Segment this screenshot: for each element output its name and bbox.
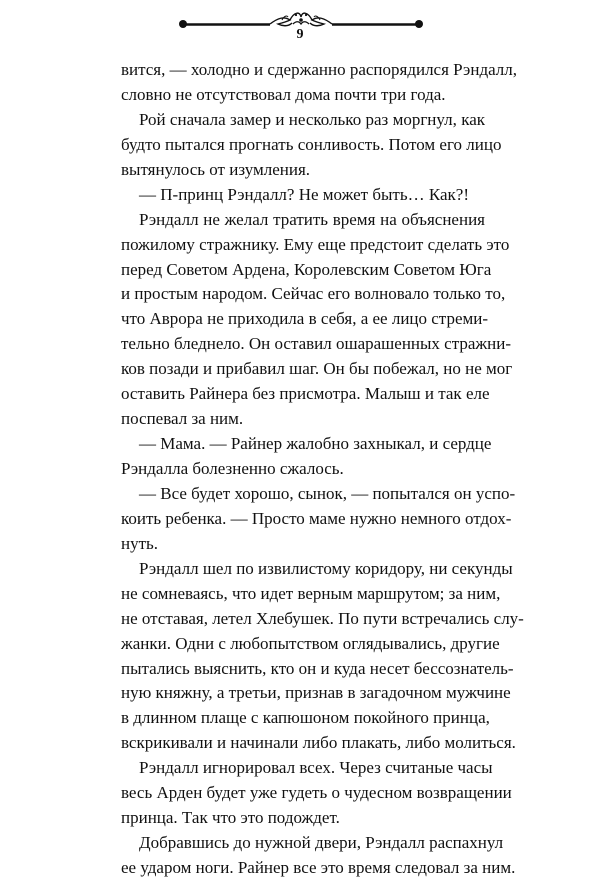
- text-line: вится, — холодно и сдержанно распорядился Рэндалл,: [121, 60, 518, 79]
- text-line: вытянулось от изумления.: [121, 159, 311, 179]
- text-line: Рэндалла болезненно сжалось.: [121, 459, 344, 478]
- text-line: — Все будет хорошо, сынок, — попытался он успо-: [139, 483, 516, 503]
- text-line: что Аврора не приходила в себя, а ее лицо стреми-: [121, 309, 489, 329]
- text-line: тельно бледнело. Он оставил ошарашенных стражни-: [121, 334, 512, 354]
- text-line: Рой сначала замер и несколько раз моргнул, как: [139, 109, 485, 129]
- text-line: ную княжну, а третьи, признав в загадочном мужчине: [121, 683, 511, 703]
- body-text: [121, 58, 524, 881]
- text-line: вскрикивали и начинали либо плакать, либо молиться.: [121, 733, 516, 753]
- text-line: ков позади и прибавил шаг. Он бы побежал, но не мог: [121, 359, 513, 379]
- text-line: коить ребенка. — Просто маме нужно немного отдох-: [121, 508, 512, 528]
- text-line: поспевал за ним.: [121, 409, 244, 429]
- text-line: Добравшись до нужной двери, Рэндалл распахнул: [139, 833, 504, 853]
- text-line: пожилому стражнику. Ему еще предстоит сделать это: [121, 234, 510, 254]
- text-line: — Мама. — Райнер жалобно захныкал, и сердце: [139, 434, 492, 454]
- text-line: Рэндалл шел по извилистому коридору, ни секунды: [139, 558, 513, 578]
- text-line: перед Советом Ардена, Королевским Советом Юга: [121, 259, 492, 279]
- text-line: принца. Так что это подождет.: [121, 808, 340, 828]
- text-line: пытались выяснить, кто он и куда несет бессознатель-: [121, 658, 514, 678]
- page-number: 9: [296, 27, 304, 42]
- text-line: жанки. Одни с любопытством оглядывались, другие: [121, 633, 500, 653]
- text-line: и простым народом. Сейчас его волновало только то,: [121, 284, 506, 304]
- text-line: словно не отсутствовал дома почти три года.: [121, 84, 446, 104]
- text-line: не отставая, летел Хлебушек. По пути встречались слу-: [121, 608, 524, 628]
- text-line: в длинном плаще с капюшоном покойного принца,: [121, 708, 490, 728]
- text-line: Рэндалл игнорировал всех. Через считаные часы: [139, 758, 493, 778]
- text-line: Рэндалл не желал тратить время на объяснения: [139, 209, 485, 229]
- text-line: не сомневаясь, что идет верным маршрутом; за ним,: [121, 583, 501, 603]
- text-line: оставить Райнера без присмотра. Малыш и так еле: [121, 384, 490, 404]
- text-line: весь Арден будет уже гудеть о чудесном возвращении: [121, 783, 512, 803]
- text-line: — П-принц Рэндалл? Не может быть… Как?!: [139, 184, 469, 204]
- text-line: будто пытался прогнать сонливость. Потом его лицо: [121, 134, 502, 154]
- text-line: нуть.: [121, 533, 159, 553]
- text-line: ее ударом ноги. Райнер все это время следовал за ним.: [121, 858, 516, 877]
